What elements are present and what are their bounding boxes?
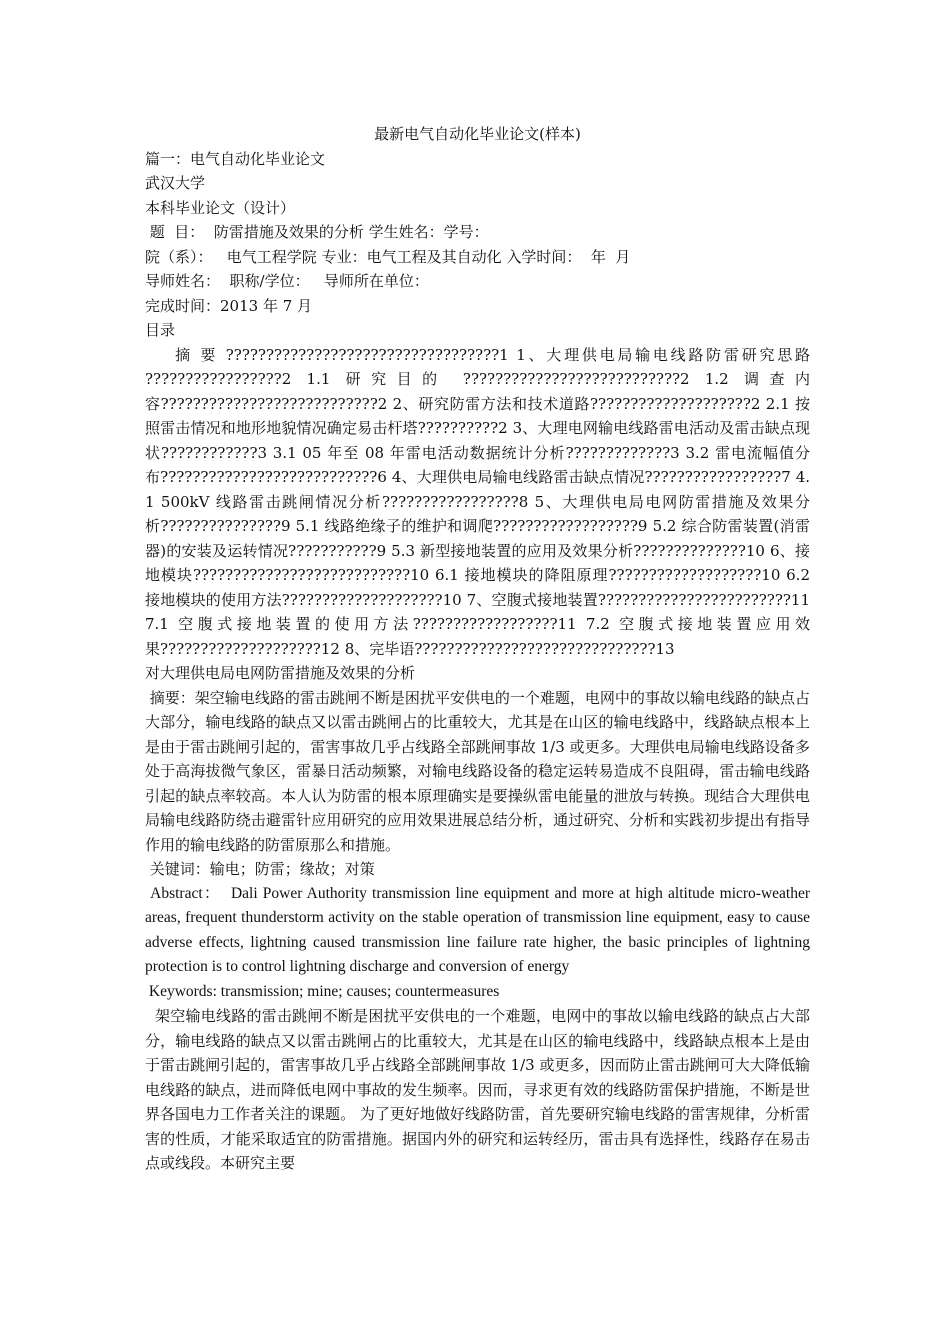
body-paragraph: 架空输电线路的雷击跳闸不断是困扰平安供电的一个难题，电网中的事故以输电线路的缺点占大部分，输电线路的缺点又以雷击跳闸占的比重较大，尤其是在山区的输电线路中，线路缺点根本上是由于雷击跳闸引起的，雷害事故几乎占线路全部跳闸事故 1/3 或更多，因而防止雷击跳闸可大大降低输电线路的缺点，进而降低电网中事故的发生频率。因而，寻求更有效的线路防雷保护措施，不断是世界各国电力工作者关注的课题。 为了更好地做好线路防雷，首先要研究输电线路的雷害规律，分析雷害的性质，才能采取适宜的防雷措施。据国内外的研究和运转经历，雷击具有选择性，线路存在易击点或线段。本研究主要 xyxy=(145,1007,810,1172)
header-line-thesis-type: 本科毕业论文（设计） xyxy=(145,198,296,217)
header-line-topic: 题 目： 防雷措施及效果的分析 学生姓名：学号： xyxy=(145,223,489,241)
table-of-contents: 摘 要 ??????????????????????????????????1 1、大理供电局输电线路防雷研究思路 ?????????????????2 1.1 研究目的 ???????????????????????????2 1.2 调查内容???????????????????????????2 2、研究防雷方法和技术道路????????????????????2 2.1 按照雷击情况和地形地貌情况确定易击杆塔??????????2 3、大理电网输电线路雷电活动及雷击缺点现状????????????3 3.1 05 年至 08 年雷电活动数据统计分析?????????????3 3.2 雷电流幅值分布???????????????????????????6 4、大理供电局输电线路雷击缺点情况?????????????????7 4.1 500kV 线路雷击跳闸情况分析?????????????????8 5、大理供电局电网防雷措施及效果分析???????????????9 5.1 线路绝缘子的维护和调爬??????????????????9 5.2 综合防雷装置(消雷器)的安装及运转情况???????????9 5.3 新型接地装置的应用及效果分析??????????????10 6、接地模块???????????????????????????10 6.1 接地模块的降阻原理???????????????????10 6.2 接地模块的使用方法????????????????????10 7、空腹式接地装置????????????????????????11 7.1 空腹式接地装置的使用方法??????????????????11 7.2 空腹式接地装置应用效果????????????????????12 8、完毕语??????????????????????????????13 xyxy=(145,345,815,658)
document-title: 最新电气自动化毕业论文(样本) xyxy=(374,125,581,143)
toc-heading: 目录 xyxy=(145,321,176,339)
header-line-department: 院（系）： 电气工程学院 专业：电气工程及其自动化 入学时间： 年 月 xyxy=(145,247,631,266)
abstract-chinese: 摘要：架空输电线路的雷击跳闸不断是困扰平安供电的一个难题，电网中的事故以输电线路的缺点占大部分，输电线路的缺点又以雷击跳闸占的比重较大，尤其是在山区的输电线路中，线路缺点根本上是由于雷击跳闸引起的，雷害事故几乎占线路全部跳闸事故 1/3 或更多。大理供电局输电线路设备多处于高海拔微气象区，雷暴日活动频繁，对输电线路设备的稳定运转易造成不良阻碍，雷击输电线路引起的缺点率较高。本人认为防雷的根本原理确实是要操纵雷电能量的泄放与转换。现结合大理供电局输电线路防绕击避雷针应用研究的应用效果进展总结分析，通过研究、分析和实践初步提出有指导作用的输电线路的防雷原那么和措施。 xyxy=(145,688,810,854)
header-line-university: 武汉大学 xyxy=(145,174,206,192)
header-line-advisor: 导师姓名： 职称/学位： 导师所在单位： xyxy=(145,272,429,290)
header-line-article: 篇一：电气自动化毕业论文 xyxy=(145,149,326,168)
section-title: 对大理供电局电网防雷措施及效果的分析 xyxy=(145,664,416,682)
keywords-chinese: 关键词：输电；防雷；缘故；对策 xyxy=(145,860,375,878)
header-line-completion: 完成时间：2013 年 7 月 xyxy=(145,296,313,315)
abstract-english: Abstract： Dali Power Authority transmission line equipment and more at high altitude micro-weather areas, frequent thunderstorm activity on the stable operation of transmission line equipment, easy to cause adverse effects, lightning caused transmission line failure rate higher, the basic principles of lightning protection is to control lightning discharge and conversion of energy xyxy=(145,884,814,975)
document-body xyxy=(145,122,815,1176)
keywords-english: Keywords: transmission; mine; causes; countermeasures xyxy=(145,982,500,1000)
